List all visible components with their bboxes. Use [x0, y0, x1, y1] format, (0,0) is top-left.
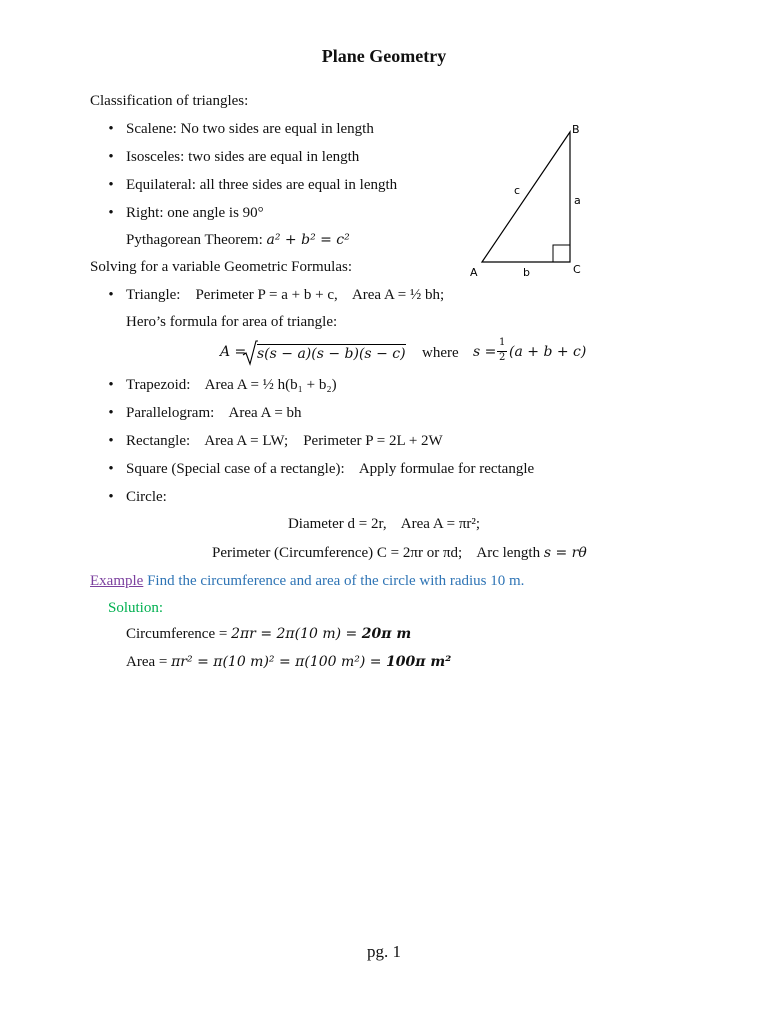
- bullet: •: [108, 205, 114, 221]
- circumference-expr: 2πr = 2π(10 m) =: [231, 626, 362, 642]
- bullet: •: [108, 287, 114, 303]
- vertex-c-label: C: [573, 263, 581, 276]
- side-c-label: c: [514, 184, 521, 197]
- sqrt-sign: [242, 340, 258, 366]
- parallelogram-area: Area A = bh: [228, 405, 302, 421]
- triangle-area: Area A = ½ bh;: [351, 287, 445, 303]
- example-line: [90, 573, 524, 590]
- right-angle-marker: [553, 245, 570, 262]
- triangle-perimeter: Perimeter P = a + b + c,: [195, 287, 338, 303]
- bullet: •: [108, 489, 114, 505]
- example-link[interactable]: Example: [90, 573, 144, 589]
- hero-frac-num: 1: [499, 337, 506, 348]
- list-item-circle: Circle:: [126, 489, 167, 505]
- pythagorean-label: Pythagorean Theorem:: [126, 232, 267, 248]
- hero-lhs: A =: [220, 344, 247, 360]
- circumference-solution: [126, 626, 411, 643]
- area-expr: πr² = π(10 m)² = π(100 m²) =: [171, 654, 386, 670]
- square-label: Square (Special case of a rectangle):: [126, 461, 345, 477]
- circle-perimeter-line: [212, 545, 587, 562]
- formulas-heading: Solving for a variable Geometric Formulas:: [90, 259, 353, 275]
- triangle-shape: [482, 132, 570, 262]
- side-b-label: b: [523, 266, 530, 279]
- vertex-b-label: B: [572, 123, 580, 136]
- trapezoid-area: Area A = ½ h(b₁ + b₂): [204, 377, 337, 393]
- area-label: Area =: [126, 654, 172, 670]
- circle-perimeter: Perimeter (Circumference) C = 2πr or πd;: [212, 545, 463, 561]
- circumference-label: Circumference =: [126, 626, 232, 642]
- bullet: •: [108, 405, 114, 421]
- pythagorean-line: [126, 232, 350, 249]
- trapezoid-label: Trapezoid:: [126, 377, 191, 393]
- bullet: •: [108, 121, 114, 137]
- arc-length-formula: s = rθ: [543, 545, 587, 561]
- hero-radicand: s(s − a)(s − b)(s − c): [257, 346, 406, 362]
- example-text: Find the circumference and area of the circle with radius 10 m.: [147, 573, 525, 589]
- circle-diameter-area: [0, 516, 768, 533]
- circle-diameter: Diameter d = 2r,: [287, 516, 387, 532]
- parallelogram-label: Parallelogram:: [126, 405, 215, 421]
- bullet: •: [108, 433, 114, 449]
- list-item-isosceles: Isosceles: two sides are equal in length: [126, 149, 360, 165]
- page-title: Plane Geometry: [321, 46, 447, 66]
- list-item-trapezoid: [126, 377, 337, 394]
- vertex-a-label: A: [470, 266, 478, 279]
- pythagorean-formula: a² + b² = c²: [266, 232, 350, 248]
- right-triangle-diagram: [462, 120, 592, 285]
- hero-frac-den: 2: [499, 352, 506, 363]
- hero-where: where: [422, 345, 459, 361]
- rectangle-label: Rectangle:: [126, 433, 191, 449]
- side-a-label: a: [574, 194, 581, 207]
- bullet: •: [108, 377, 114, 393]
- page-number: pg. 1: [367, 942, 401, 961]
- hero-s-rest: (a + b + c): [509, 344, 587, 360]
- circle-area: Area A = πr²;: [400, 516, 481, 532]
- list-item-parallelogram: [126, 405, 302, 422]
- circumference-result: 20π m: [361, 626, 412, 642]
- classification-heading: Classification of triangles:: [90, 93, 249, 109]
- arc-length-label: Arc length: [476, 545, 541, 561]
- rectangle-area: Area A = LW;: [204, 433, 289, 449]
- square-note: Apply formulae for rectangle: [358, 461, 535, 477]
- hero-label: Hero’s formula for area of triangle:: [126, 314, 338, 330]
- area-solution: [126, 654, 451, 671]
- hero-s-def: s =: [473, 344, 497, 360]
- list-item-square: [126, 461, 534, 478]
- list-item-triangle: [126, 287, 444, 304]
- solution-label: Solution:: [108, 600, 164, 616]
- rectangle-perimeter: Perimeter P = 2L + 2W: [303, 433, 443, 449]
- list-item-right: Right: one angle is 90°: [126, 205, 264, 221]
- bullet: •: [108, 461, 114, 477]
- list-item-scalene: Scalene: No two sides are equal in length: [126, 121, 374, 137]
- bullet: •: [108, 177, 114, 193]
- triangle-label: Triangle:: [126, 287, 181, 303]
- list-item-rectangle: [126, 433, 443, 450]
- area-result: 100π m²: [385, 654, 452, 670]
- list-item-equilateral: Equilateral: all three sides are equal in length: [126, 177, 398, 193]
- bullet: •: [108, 149, 114, 165]
